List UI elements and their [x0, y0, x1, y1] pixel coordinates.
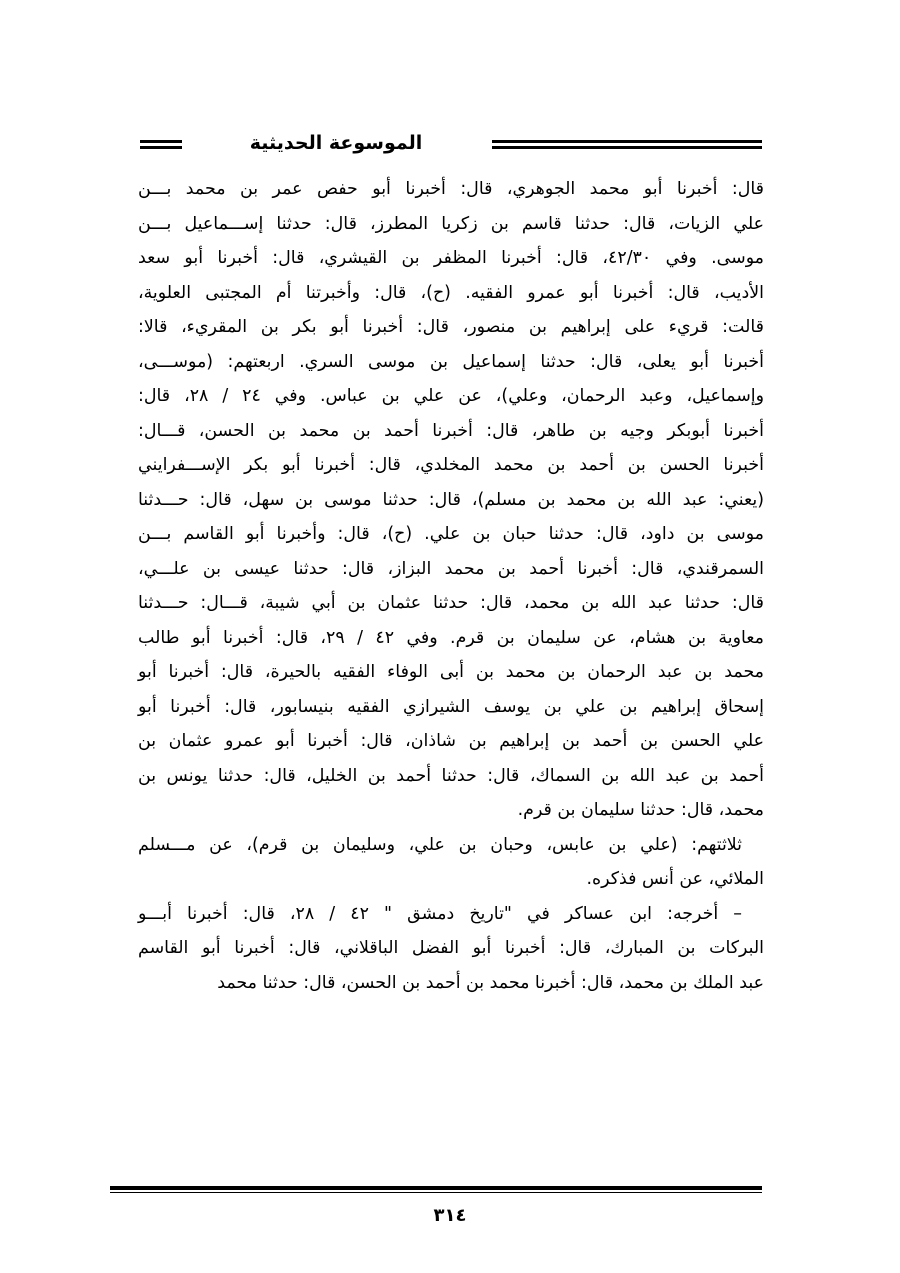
text-line: أخبرنا أبو يعلى، قال: حدثنا إسماعيل بن موسى السري. اربعتهم: (موســـى، — [138, 351, 764, 372]
text-line: محمد، قال: حدثنا سليمان بن قرم. — [517, 800, 764, 820]
text-line: قال: أخبرنا أبو محمد الجوهري، قال: أخبرنا أبو حفص عمر بن محمد بـــن — [138, 179, 764, 199]
text-line: – أخرجه: ابن عساكر في "تاريخ دمشق " ٤٢ / ٢٨، قال: أخبرنا أبـــو — [138, 903, 742, 924]
text-line: علي الحسن بن أحمد بن إبراهيم بن شاذان، قال: أخبرنا أبو عمرو عثمان بن — [138, 731, 764, 751]
footer-rule — [110, 1186, 762, 1190]
header-rule-right — [492, 140, 762, 143]
page-title: الموسوعة الحديثية — [249, 132, 423, 154]
footer-rule-thin — [110, 1192, 762, 1193]
paragraph — [138, 172, 764, 828]
text-line: وإسماعيل، وعبد الرحمان، وعلي)، عن علي بن عباس. وفي ٢٤ / ٢٨، قال: — [138, 386, 765, 406]
text-line: عبد الملك بن محمد، قال: أخبرنا محمد بن أحمد بن الحسن، قال: حدثنا محمد — [217, 972, 764, 993]
text-line: موسى بن داود، قال: حدثنا حبان بن علي. (ح)، قال: وأخبرنا أبو القاسم بـــن — [138, 524, 764, 544]
page-number: ٣١٤ — [433, 1205, 467, 1226]
text-line: موسى. وفي ٤٢/٣٠، قال: أخبرنا المظفر بن القيشري، قال: أخبرنا أبو سعد — [138, 248, 764, 268]
text-line: أخبرنا أبوبكر وجيه بن طاهر، قال: أخبرنا أحمد بن محمد بن الحسن، قـــال: — [138, 420, 764, 441]
text-line: الملائي، عن أنس فذكره. — [586, 869, 764, 889]
text-line: أخبرنا الحسن بن أحمد بن محمد المخلدي، قال: أخبرنا أبو بكر الإســـفرايني — [138, 455, 764, 475]
text-line: محمد بن عبد الرحمان بن محمد بن أبى الوفاء الفقيه بالحيرة، قال: أخبرنا أبو — [138, 662, 764, 682]
body-text — [138, 172, 764, 1000]
header-rule-left — [140, 140, 182, 143]
text-line: ثلاثتهم: (علي بن عابس، وحبان بن علي، وسليمان بن قرم)، عن مـــسلم — [138, 834, 742, 855]
text-line: إسحاق إبراهيم بن علي بن يوسف الشيرازي الفقيه بنيسابور، قال: أخبرنا أبو — [138, 696, 764, 717]
text-line: (يعني: عبد الله بن محمد بن مسلم)، قال: حدثنا موسى بن سهل، قال: حـــدثنا — [138, 489, 764, 510]
text-line: علي الزيات، قال: حدثنا قاسم بن زكريا المطرز، قال: حدثنا إســـماعيل بـــن — [138, 213, 764, 234]
paragraph — [138, 828, 764, 897]
header-rule-right-double — [492, 146, 762, 149]
text-line: أحمد بن عبد الله بن السماك، قال: حدثنا أحمد بن الخليل، قال: حدثنا يونس بن — [138, 765, 764, 786]
text-line: الأديب، قال: أخبرنا أبو عمرو الفقيه. (ح)، قال: وأخبرتنا أم المجتبى العلوية، — [138, 282, 764, 303]
header-rule-left-double — [140, 146, 182, 149]
text-line: السمرقندي، قال: أخبرنا أحمد بن محمد البزاز، قال: حدثنا عيسى بن علـــي، — [138, 558, 764, 579]
page-header — [140, 128, 762, 158]
text-line: معاوية بن هشام، عن سليمان بن قرم. وفي ٤٢ / ٢٩، قال: أخبرنا أبو طالب — [138, 627, 764, 648]
text-line: البركات بن المبارك، قال: أخبرنا أبو الفضل الباقلاني، قال: أخبرنا أبو القاسم — [138, 938, 764, 958]
text-line: قالت: قريء على إبراهيم بن منصور، قال: أخبرنا أبو بكر بن المقريء، قالا: — [138, 317, 764, 337]
text-line: قال: حدثنا عبد الله بن محمد، قال: حدثنا عثمان بن أبي شيبة، قـــال: حـــدثنا — [138, 593, 764, 613]
paragraph — [138, 897, 764, 1001]
